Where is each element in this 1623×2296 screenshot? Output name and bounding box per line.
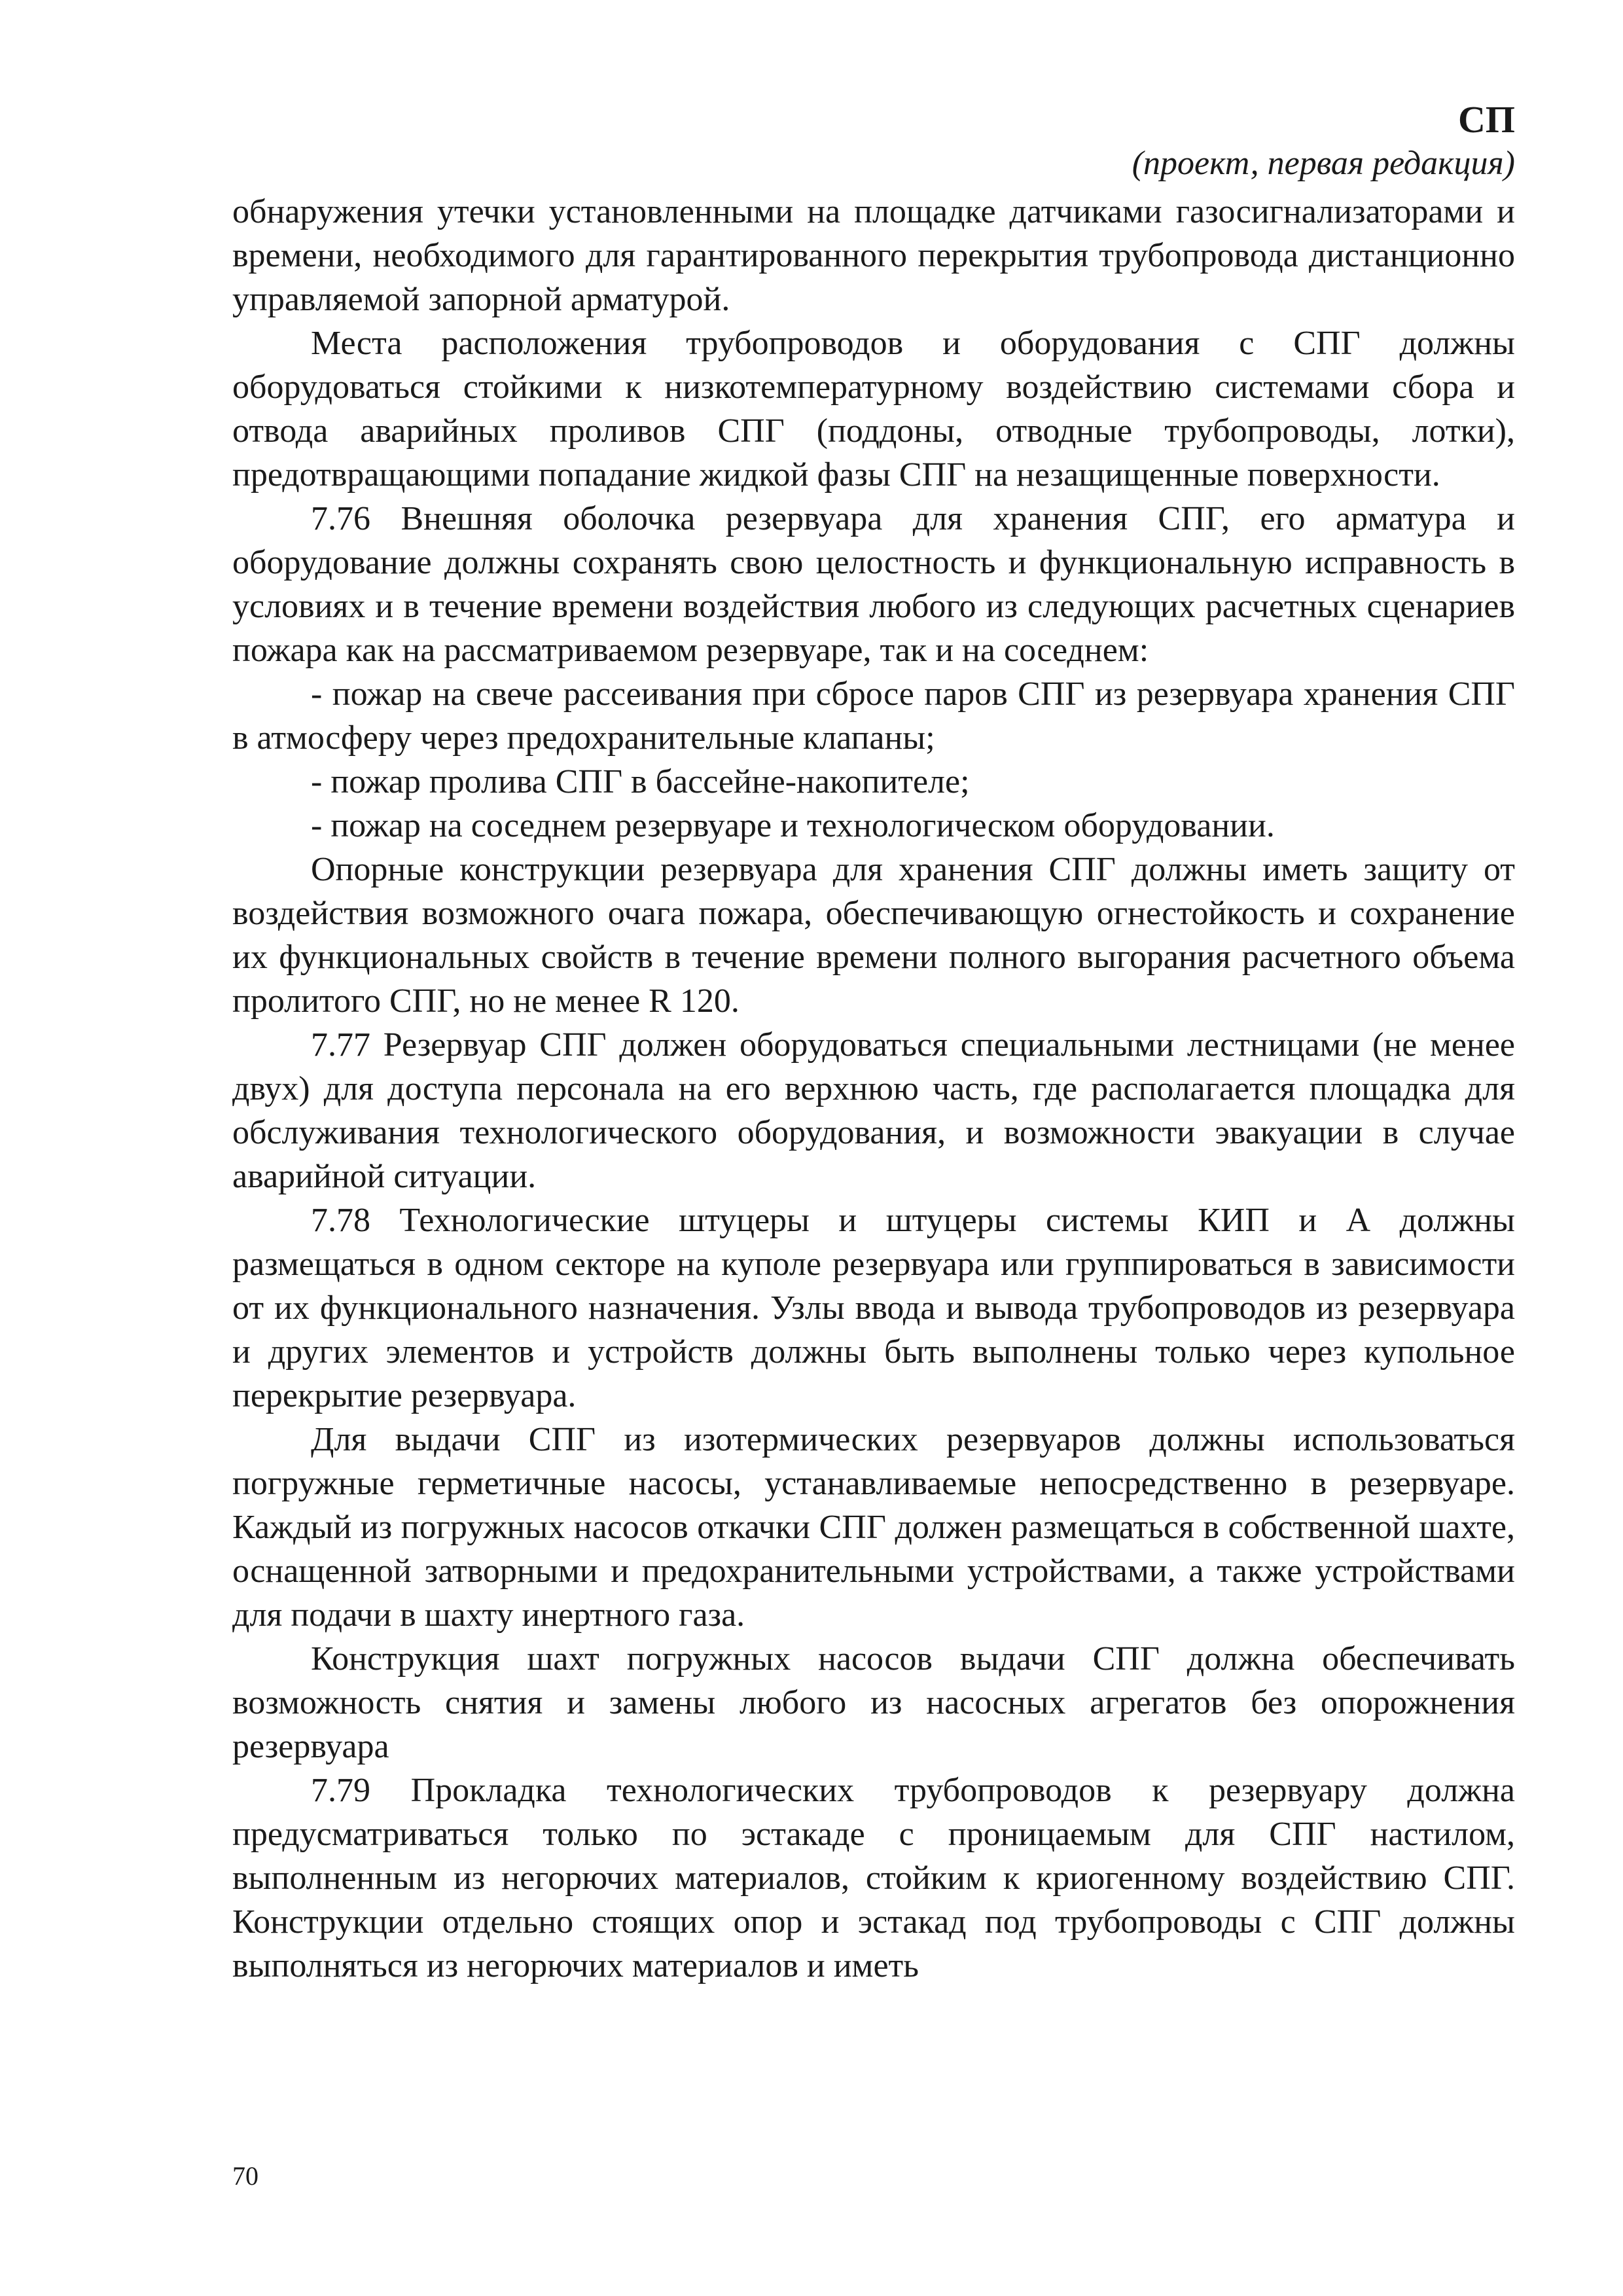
paragraph-continuation: обнаружения утечки установленными на площадке датчиками газосигнализаторами и времени, необходимого для гарантированного перекрытия трубопровода дистанционно управляемой запорной арматурой. (232, 193, 1515, 318)
paragraph-7-77: 7.77 Резервуар СПГ должен оборудоваться специальными лестницами (не менее двух) для доступа персонала на его верхнюю часть, где располагается площадка для обслуживания технологического оборудования, и возможности эвакуации в случае аварийной ситуации. (232, 1026, 1515, 1195)
paragraph-7-79: 7.79 Прокладка технологических трубопроводов к резервуару должна предусматриваться только по эстакаде с проницаемым для СПГ настилом, выполненным из негорючих материалов, стойким к криогенному воздействию СПГ. Конструкции отдельно стоящих опор и эстакад под трубопроводы с СПГ должны выполняться из негорючих материалов и иметь (232, 1772, 1515, 1984)
paragraph-support-structures: Опорные конструкции резервуара для хранения СПГ должны иметь защиту от воздействия возможного очага пожара, обеспечивающую огнестойкость и сохранение их функциональных свойств в течение времени полного выгорания расчетного объема пролитого СПГ, но не менее R 120. (232, 851, 1515, 1020)
list-item-adjacent-fire: - пожар на соседнем резервуаре и технологическом оборудовании. (311, 807, 1275, 844)
document-status: (проект, первая редакция) (1132, 145, 1515, 182)
list-item-pool-fire: - пожар пролива СПГ в бассейне-накопителе; (311, 763, 970, 800)
paragraph-spill-systems: Места расположения трубопроводов и оборудования с СПГ должны оборудоваться стойкими к низкотемпературному воздействию системами сбора и отвода аварийных проливов СПГ (поддоны, отводные трубопроводы, лотки), предотвращающими попадание жидкой фазы СПГ на незащищенные поверхности. (232, 325, 1515, 493)
paragraph-pumps: Для выдачи СПГ из изотермических резервуаров должны использоваться погружные герметичные насосы, устанавливаемые непосредственно в резервуаре. Каждый из погружных насосов откачки СПГ должен размещаться в собственной шахте, оснащенной затворными и предохранительными устройствами, а также устройствами для подачи в шахту инертного газа. (232, 1421, 1515, 1634)
paragraph-7-78: 7.78 Технологические штуцеры и штуцеры системы КИП и А должны размещаться в одном секторе на куполе резервуара или группироваться в зависимости от их функционального назначения. Узлы ввода и вывода трубопроводов из резервуара и других элементов и устройств должны быть выполнены только через купольное перекрытие резервуара. (232, 1202, 1515, 1414)
list-item-flare-fire: - пожар на свече рассеивания при сбросе паров СПГ из резервуара хранения СПГ в атмосферу через предохранительные клапаны; (232, 675, 1515, 757)
document-code: СП (1458, 98, 1515, 141)
paragraph-pump-shafts: Конструкция шахт погружных насосов выдачи СПГ должна обеспечивать возможность снятия и замены любого из насосных агрегатов без опорожнения резервуара (232, 1640, 1515, 1765)
page-number: 70 (232, 2161, 259, 2191)
paragraph-7-76: 7.76 Внешняя оболочка резервуара для хранения СПГ, его арматура и оборудование должны сохранять свою целостность и функциональную исправность в условиях и в течение времени воздействия любого из следующих расчетных сценариев пожара как на рассматриваемом резервуаре, так и на соседнем: (232, 500, 1515, 669)
body-text (232, 190, 1515, 1988)
